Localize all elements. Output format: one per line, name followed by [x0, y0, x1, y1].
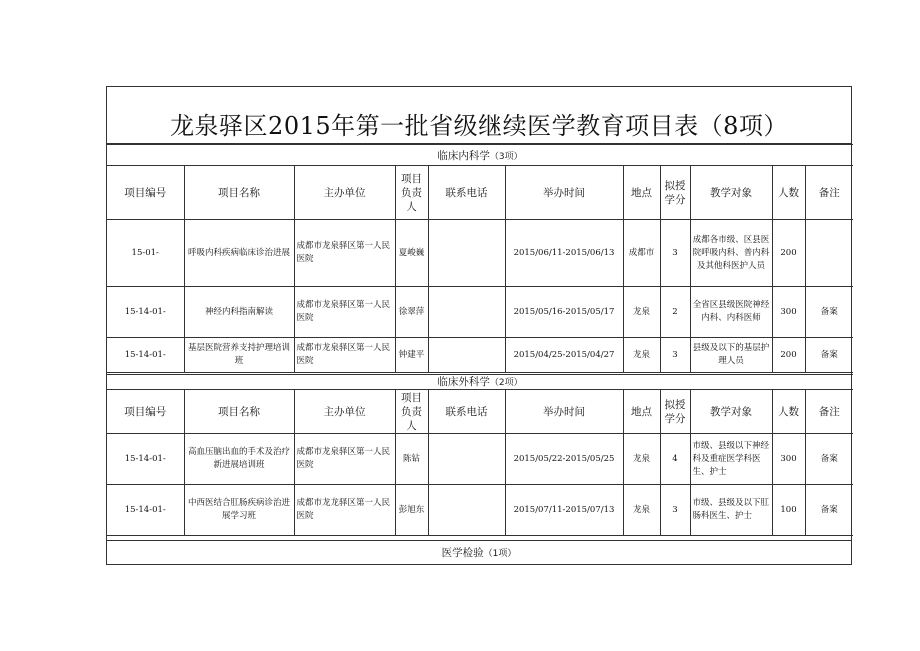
header-org: 主办单位 [294, 390, 395, 434]
header-name: 项目名称 [184, 166, 294, 220]
cell-note: 备案 [805, 485, 853, 536]
cell-org: 成都市龙泉驿区第一人民医院 [294, 434, 395, 485]
cell-place: 龙泉 [623, 485, 660, 536]
section-row [107, 145, 853, 166]
cell-place: 龙泉 [623, 434, 660, 485]
cell-credit: 3 [660, 220, 690, 287]
cell-code: 15-14-01- [107, 287, 184, 338]
cell-target: 全省区县级医院神经内科、内科医师 [690, 287, 772, 338]
cell-lead: 陈钻 [395, 434, 428, 485]
table-row [107, 434, 853, 485]
header-org: 主办单位 [294, 166, 395, 220]
cell-credit: 2 [660, 287, 690, 338]
internal-medicine-table [107, 144, 853, 373]
cell-name: 中西医结合肛肠疾病诊治进展学习班 [184, 485, 294, 536]
cell-org: 成都市龙泉驿区第一人民医院 [294, 287, 395, 338]
cell-count: 200 [772, 220, 805, 287]
header-time: 举办时间 [505, 166, 623, 220]
table-row [107, 287, 853, 338]
cell-time: 2015/05/16-2015/05/17 [505, 287, 623, 338]
cell-org: 成都市龙泉驿区第一人民医院 [294, 338, 395, 373]
cell-time: 2015/05/22-2015/05/25 [505, 434, 623, 485]
cell-note: 备案 [805, 338, 853, 373]
header-row [107, 390, 853, 434]
cell-credit: 4 [660, 434, 690, 485]
cell-code: 15-14-01- [107, 485, 184, 536]
cell-count: 200 [772, 338, 805, 373]
surgery-table [107, 374, 853, 536]
cell-target: 市级、县级以下神经科及重症医学科医生、护士 [690, 434, 772, 485]
header-row [107, 166, 853, 220]
cell-lead: 钟建平 [395, 338, 428, 373]
table-row [107, 338, 853, 373]
cell-note [805, 220, 853, 287]
header-credit: 拟授学分 [660, 166, 690, 220]
header-place: 地点 [623, 166, 660, 220]
section-count: （3项） [489, 151, 523, 162]
cell-count: 100 [772, 485, 805, 536]
table-row [107, 485, 853, 536]
cell-lead: 彭旭东 [395, 485, 428, 536]
cell-time: 2015/06/11-2015/06/13 [505, 220, 623, 287]
cell-lead: 徐翠萍 [395, 287, 428, 338]
header-target: 教学对象 [690, 390, 772, 434]
header-phone: 联系电话 [428, 390, 505, 434]
cell-time: 2015/04/25-2015/04/27 [505, 338, 623, 373]
cell-time: 2015/07/11-2015/07/13 [505, 485, 623, 536]
header-note: 备注 [805, 166, 853, 220]
header-time: 举办时间 [505, 390, 623, 434]
cell-name: 神经内科指南解读 [184, 287, 294, 338]
cell-count: 300 [772, 434, 805, 485]
header-code: 项目编号 [107, 166, 184, 220]
project-sheet [106, 86, 852, 565]
header-count: 人数 [772, 390, 805, 434]
cell-name: 高血压脑出血的手术及治疗新进展培训班 [184, 434, 294, 485]
cell-name: 呼吸内科疾病临床诊治进展 [184, 220, 294, 287]
cell-place: 龙泉 [623, 338, 660, 373]
cell-count: 300 [772, 287, 805, 338]
cell-target: 县级及以下的基层护理人员 [690, 338, 772, 373]
cell-credit: 3 [660, 338, 690, 373]
cell-name: 基层医院营养支持护理培训班 [184, 338, 294, 373]
cell-note: 备案 [805, 434, 853, 485]
cell-target: 成都各市级、区县医院呼吸内科、普内科及其他科医护人员 [690, 220, 772, 287]
cell-code: 15-01- [107, 220, 184, 287]
header-note: 备注 [805, 390, 853, 434]
cell-phone [428, 338, 505, 373]
header-credit: 拟授学分 [660, 390, 690, 434]
section-row [107, 540, 851, 566]
cell-phone [428, 485, 505, 536]
header-name: 项目名称 [184, 390, 294, 434]
cell-lead: 夏峻巍 [395, 220, 428, 287]
cell-phone [428, 287, 505, 338]
cell-credit: 3 [660, 485, 690, 536]
cell-note: 备案 [805, 287, 853, 338]
document-title: 龙泉驿区2015年第一批省级继续医学教育项目表（8项） [107, 87, 851, 144]
section-name: 临床内科学 [437, 149, 490, 162]
cell-place: 龙泉 [623, 287, 660, 338]
header-lead: 项目负责人 [395, 166, 428, 220]
cell-phone [428, 220, 505, 287]
section-count: （1项） [483, 549, 517, 559]
cell-phone [428, 434, 505, 485]
cell-target: 市级、县级及以下肛肠科医生、护士 [690, 485, 772, 536]
header-code: 项目编号 [107, 390, 184, 434]
section-name: 临床外科学 [437, 375, 490, 388]
section-row [107, 375, 853, 390]
cell-place: 成都市 [623, 220, 660, 287]
table-row [107, 220, 853, 287]
cell-code: 15-14-01- [107, 434, 184, 485]
cell-org: 成都市龙龙驿区第一人民医院 [294, 485, 395, 536]
section-name: 医学检验 [441, 547, 484, 559]
cell-org: 成都市龙泉驿区第一人民医院 [294, 220, 395, 287]
cell-code: 15-14-01- [107, 338, 184, 373]
header-target: 教学对象 [690, 166, 772, 220]
header-count: 人数 [772, 166, 805, 220]
header-lead: 项目负责人 [395, 390, 428, 434]
header-phone: 联系电话 [428, 166, 505, 220]
header-place: 地点 [623, 390, 660, 434]
section-count: （2项） [489, 377, 523, 388]
